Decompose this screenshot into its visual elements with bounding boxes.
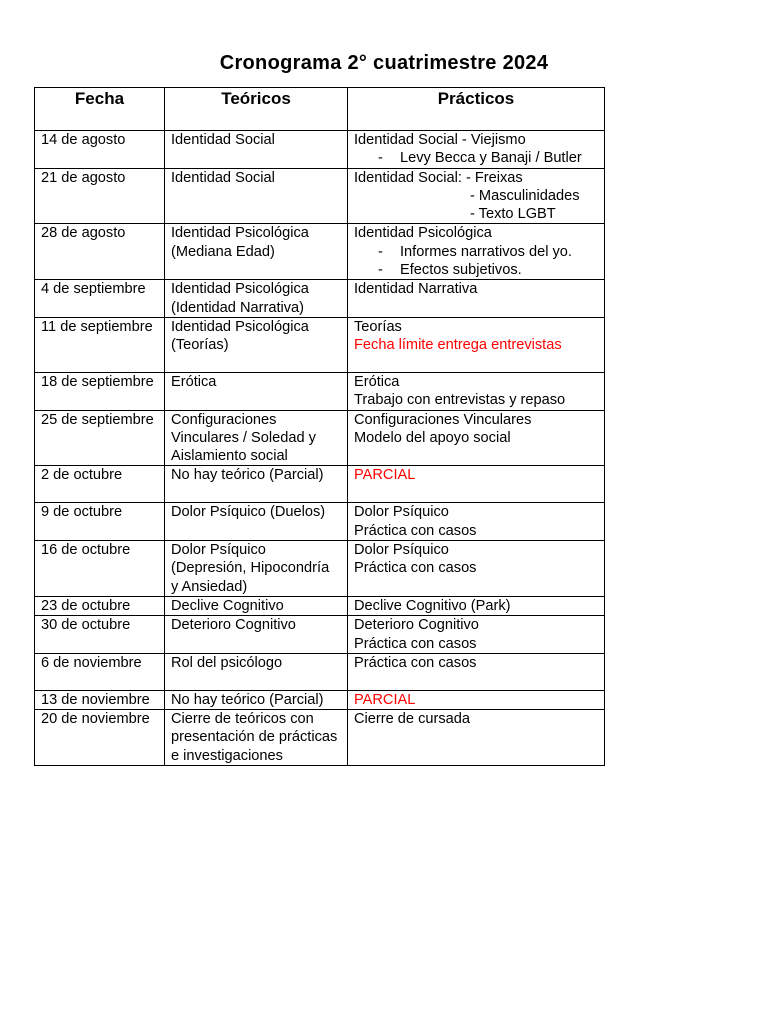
cell-practicos: [348, 131, 605, 169]
practico-bullet-item: [354, 149, 604, 167]
cell-practicos: [348, 653, 605, 690]
bullet-dash: -: [378, 262, 383, 279]
practico-line: - Masculinidades: [470, 187, 580, 204]
cell-practicos: [348, 224, 605, 280]
practico-line: Trabajo con entrevistas y repaso: [354, 392, 566, 409]
table-row: [35, 466, 605, 503]
practico-line: Dolor Psíquico: [354, 542, 449, 559]
cell-teoricos: [165, 616, 348, 654]
practico-line: Declive Cognitivo (Park): [354, 597, 511, 614]
practico-line: Identidad Social - Viejismo: [354, 132, 526, 148]
cell-teoricos: [165, 410, 348, 466]
practico-highlight: Fecha límite entrega entrevistas: [354, 337, 562, 354]
date-text: 23 de octubre: [41, 597, 131, 614]
date-text: 14 de agosto: [41, 132, 126, 148]
teorico-line: Configuraciones: [171, 411, 277, 428]
cell-teoricos: [165, 224, 348, 280]
cell-fecha: [35, 596, 165, 615]
cell-practicos: [348, 690, 605, 709]
cell-teoricos: [165, 131, 348, 169]
cell-fecha: [35, 410, 165, 466]
cell-practicos: [348, 503, 605, 541]
cell-fecha: [35, 131, 165, 169]
table-row: [35, 616, 605, 654]
cell-fecha: [35, 466, 165, 503]
cell-practicos: [348, 168, 605, 224]
teorico-line: Declive Cognitivo: [171, 597, 284, 614]
date-text: 28 de agosto: [41, 225, 126, 242]
table-row: [35, 690, 605, 709]
teorico-line: (Depresión, Hipocondría: [171, 560, 330, 577]
date-text: 9 de octubre: [41, 504, 123, 521]
document-title: Cronograma 2° cuatrimestre 2024: [219, 52, 549, 74]
cell-practicos: [348, 596, 605, 615]
cell-teoricos: [165, 653, 348, 690]
teorico-line: y Ansiedad): [171, 578, 248, 595]
practico-highlight: PARCIAL: [354, 691, 416, 708]
cell-teoricos: [165, 280, 348, 318]
date-text: 21 de agosto: [41, 169, 126, 186]
cell-fecha: [35, 224, 165, 280]
teorico-line: Dolor Psíquico: [171, 542, 266, 559]
schedule-rows: [35, 131, 605, 766]
table-row: [35, 503, 605, 541]
teorico-line: No hay teórico (Parcial): [171, 691, 324, 708]
practico-bullet-item: [354, 261, 604, 279]
cell-fecha: [35, 541, 165, 597]
cell-fecha: [35, 280, 165, 318]
practico-line: Práctica con casos: [354, 560, 477, 577]
teorico-line: Dolor Psíquico (Duelos): [171, 504, 326, 521]
table-row: [35, 317, 605, 372]
cell-teoricos: [165, 503, 348, 541]
cell-fecha: [35, 317, 165, 372]
cell-practicos: [348, 410, 605, 466]
teorico-line: Identidad Psicológica: [171, 318, 309, 335]
cell-practicos: [348, 541, 605, 597]
teorico-line: Identidad Psicológica: [171, 225, 309, 242]
teorico-line: Identidad Psicológica: [171, 281, 309, 298]
practico-line: Cierre de cursada: [354, 711, 470, 728]
practico-line: Erótica: [354, 373, 400, 390]
table-row: [35, 131, 605, 169]
practico-line: Práctica con casos: [354, 522, 477, 539]
cell-fecha: [35, 616, 165, 654]
date-text: 6 de noviembre: [41, 654, 142, 671]
teorico-line: (Teorías): [171, 337, 229, 354]
practico-line: Modelo del apoyo social: [354, 429, 511, 446]
date-text: 16 de octubre: [41, 542, 131, 559]
cell-teoricos: [165, 466, 348, 503]
header-practicos: Prácticos: [348, 88, 605, 131]
teorico-line: Vinculares / Soledad y: [171, 429, 316, 446]
table-row: [35, 224, 605, 280]
bullet-dash: -: [378, 150, 383, 167]
cell-fecha: [35, 690, 165, 709]
schedule-table: [34, 87, 605, 766]
table-row: [35, 410, 605, 466]
practico-line: - Texto LGBT: [470, 206, 556, 223]
teorico-line: Aislamiento social: [171, 448, 288, 465]
table-row: [35, 280, 605, 318]
cell-practicos: [348, 710, 605, 766]
practico-line: Identidad Narrativa: [354, 281, 478, 298]
teorico-line: Erótica: [171, 373, 217, 390]
practico-highlight: PARCIAL: [354, 467, 416, 484]
date-text: 25 de septiembre: [41, 411, 154, 428]
practico-line: Dolor Psíquico: [354, 504, 449, 521]
practico-text: Informes narrativos del yo.: [400, 243, 572, 260]
teorico-line: Cierre de teóricos con: [171, 711, 314, 728]
table-row: [35, 653, 605, 690]
practico-line: Identidad Social: - Freixas: [354, 169, 523, 186]
teorico-line: No hay teórico (Parcial): [171, 467, 324, 484]
date-text: 4 de septiembre: [41, 281, 146, 298]
teorico-line: Deterioro Cognitivo: [171, 617, 296, 634]
date-text: 13 de noviembre: [41, 691, 150, 708]
date-text: 18 de septiembre: [41, 373, 154, 390]
cell-fecha: [35, 168, 165, 224]
teorico-line: (Identidad Narrativa): [171, 299, 305, 316]
teorico-line: e investigaciones: [171, 747, 283, 764]
date-text: 30 de octubre: [41, 617, 131, 634]
practico-line: Práctica con casos: [354, 635, 477, 652]
table-row: [35, 710, 605, 766]
cell-practicos: [348, 280, 605, 318]
table-row: [35, 168, 605, 224]
cell-fecha: [35, 653, 165, 690]
practico-line: Teorías: [354, 318, 402, 335]
cell-practicos: [348, 317, 605, 372]
cell-teoricos: [165, 710, 348, 766]
practico-text: Levy Becca y Banaji / Butler: [400, 150, 582, 167]
practico-line: Identidad Psicológica: [354, 225, 492, 242]
teorico-line: Identidad Social: [171, 132, 275, 148]
cell-teoricos: [165, 168, 348, 224]
cell-teoricos: [165, 596, 348, 615]
date-text: 11 de septiembre: [41, 318, 153, 335]
cell-teoricos: [165, 372, 348, 410]
cell-practicos: [348, 372, 605, 410]
practico-bullet-item: [354, 243, 604, 261]
teorico-line: Rol del psicólogo: [171, 654, 283, 671]
header-teoricos: Teóricos: [165, 88, 348, 131]
cell-practicos: [348, 466, 605, 503]
cell-teoricos: [165, 541, 348, 597]
practico-line: Práctica con casos: [354, 654, 477, 671]
bullet-dash: -: [378, 243, 383, 260]
header-fecha: Fecha: [35, 88, 165, 131]
cell-teoricos: [165, 690, 348, 709]
cell-fecha: [35, 503, 165, 541]
practico-text: Efectos subjetivos.: [400, 262, 522, 279]
practico-line: Deterioro Cognitivo: [354, 617, 479, 634]
teorico-line: (Mediana Edad): [171, 243, 275, 260]
cell-fecha: [35, 372, 165, 410]
teorico-line: presentación de prácticas: [171, 729, 338, 746]
cell-practicos: [348, 616, 605, 654]
cell-teoricos: [165, 317, 348, 372]
table-row: [35, 596, 605, 615]
table-row: [35, 541, 605, 597]
practico-line: Configuraciones Vinculares: [354, 411, 532, 428]
date-text: 20 de noviembre: [41, 711, 150, 728]
date-text: 2 de octubre: [41, 467, 123, 484]
cell-fecha: [35, 710, 165, 766]
teorico-line: Identidad Social: [171, 169, 275, 186]
header-row: [35, 88, 605, 131]
table-row: [35, 372, 605, 410]
